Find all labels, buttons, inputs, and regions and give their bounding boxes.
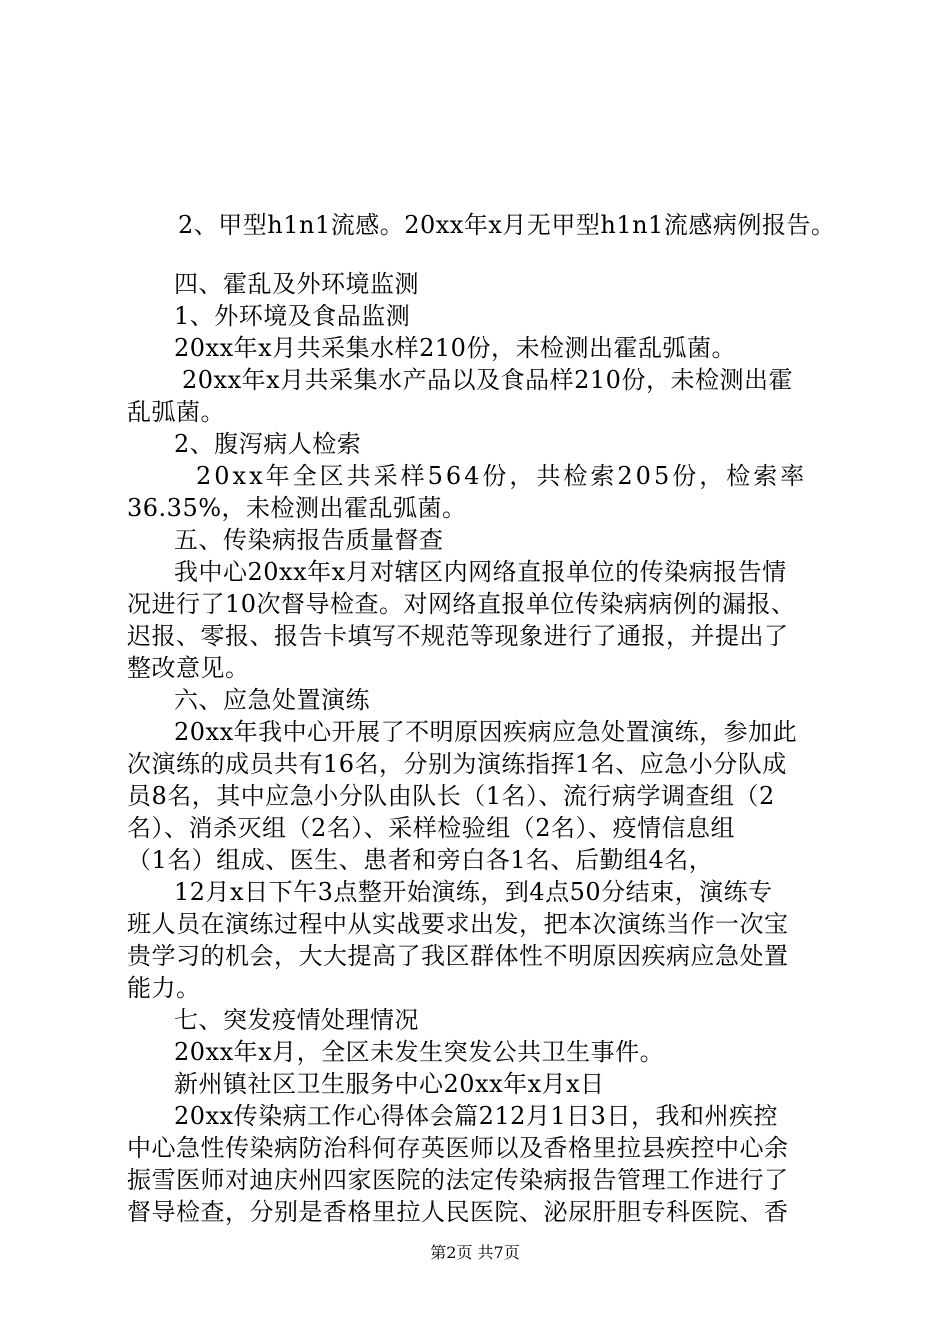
section-heading: 六、应急处置演练 (174, 686, 370, 714)
paragraph-line: 20xx年x月，全区未发生突发公共卫生事件。 (174, 1038, 665, 1066)
paragraph-line: 2、甲型h1n1流感。20xx年x月无甲型h1n1流感病例报告。 (178, 211, 836, 239)
section-heading: 七、突发疫情处理情况 (174, 1006, 419, 1034)
paragraph-line: 20xx年x月共采集水样210份，未检测出霍乱弧菌。 (174, 334, 736, 362)
paragraph-line: 整改意见。 (127, 654, 250, 682)
section-heading: 五、传染病报告质量督查 (174, 526, 444, 554)
signature-line: 新州镇社区卫生服务中心20xx年x月x日 (174, 1070, 605, 1098)
paragraph-line: 贵学习的机会，大大提高了我区群体性不明原因疾病应急处置 (127, 942, 789, 970)
page-footer: 第2页 共7页 (430, 1243, 520, 1262)
paragraph-line: 20xx年我中心开展了不明原因疾病应急处置演练，参加此 (174, 718, 798, 746)
paragraph-line: 次演练的成员共有16名，分别为演练指挥1名、应急小分队成 (127, 750, 787, 778)
paragraph-line: 班人员在演练过程中从实战要求出发，把本次演练当作一次宝 (127, 910, 789, 938)
paragraph-line: 况进行了10次督导检查。对网络直报单位传染病病例的漏报、 (127, 590, 796, 618)
paragraph-line: 36.35%，未检测出霍乱弧菌。 (127, 494, 467, 522)
paragraph-line: 20xx年x月共采集水产品以及食品样210份，未检测出霍 (182, 366, 793, 394)
paragraph-line: 中心急性传染病防治科何存英医师以及香格里拉县疾控中心余 (127, 1134, 789, 1162)
paragraph-line: （1名）组成、医生、患者和旁白各1名、后勤组4名， (127, 846, 714, 874)
paragraph-line: 督导检查，分别是香格里拉人民医院、泌尿肝胆专科医院、香 (127, 1198, 789, 1226)
section-heading: 四、霍乱及外环境监测 (174, 270, 419, 298)
paragraph-line: 乱弧菌。 (127, 398, 225, 426)
paragraph-line: 20xx年全区共采样564份，共检索205份，检索率 (196, 462, 808, 490)
paragraph-line: 12月x日下午3点整开始演练，到4点50分结束，演练专 (174, 878, 773, 906)
paragraph-line: 我中心20xx年x月对辖区内网络直报单位的传染病报告情 (174, 558, 787, 586)
subsection-heading: 1、外环境及食品监测 (174, 302, 411, 330)
subsection-heading: 2、腹泻病人检索 (174, 430, 362, 458)
paragraph-line: 迟报、零报、报告卡填写不规范等现象进行了通报，并提出了 (127, 622, 789, 650)
paragraph-line: 名）、消杀灭组（2名）、采样检验组（2名）、疫情信息组 (127, 814, 736, 842)
paragraph-line: 振雪医师对迪庆州四家医院的法定传染病报告管理工作进行了 (127, 1166, 789, 1194)
paragraph-line: 员8名，其中应急小分队由队长（1名）、流行病学调查组（2 (127, 782, 775, 810)
paragraph-line: 能力。 (127, 974, 201, 1002)
paragraph-line: 20xx传染病工作心得体会篇212月1日3日，我和州疾控 (174, 1102, 778, 1130)
